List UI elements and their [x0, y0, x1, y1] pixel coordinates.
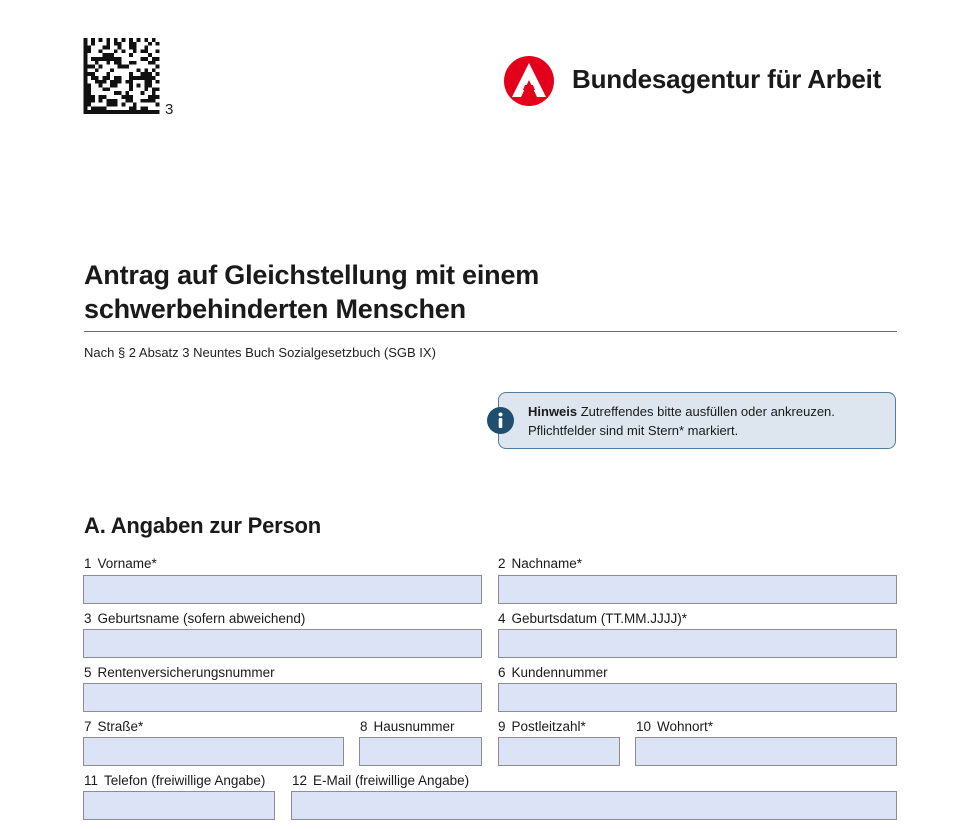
- field-label-hausnummer: 8 Hausnummer: [360, 719, 455, 734]
- ba-logo-icon: [504, 56, 554, 106]
- title-line-1: Antrag auf Gleichstellung mit einem: [84, 260, 540, 290]
- legal-basis-subtitle: Nach § 2 Absatz 3 Neuntes Buch Sozialgesetzbuch (SGB IX): [84, 345, 436, 360]
- postleitzahl-field[interactable]: [498, 737, 620, 766]
- rentenversicherungsnummer-field[interactable]: [83, 683, 482, 712]
- hint-label: Hinweis: [528, 404, 578, 419]
- field-label-strasse: 7 Straße*: [84, 719, 144, 734]
- org-name: Bundesagentur für Arbeit: [572, 64, 882, 94]
- geburtsdatum-field[interactable]: [498, 629, 897, 658]
- field-label-geburtsname: 3 Geburtsname (sofern abweichend): [84, 611, 306, 626]
- field-label-email: 12 E-Mail (freiwillige Angabe): [292, 773, 470, 788]
- title-line-2: schwerbehinderten Menschen: [84, 294, 466, 324]
- field-label-wohnort: 10 Wohnort*: [636, 719, 714, 734]
- page-title: [84, 258, 539, 326]
- field-label-rentenversicherungsnummer: 5 Rentenversicherungsnummer: [84, 665, 275, 680]
- hint-line-1: Zutreffendes bitte ausfüllen oder ankreuzen.: [577, 404, 835, 419]
- field-label-postleitzahl: 9 Postleitzahl*: [498, 719, 586, 734]
- geburtsname-field[interactable]: [83, 629, 482, 658]
- field-label-geburtsdatum: 4 Geburtsdatum (TT.MM.JJJJ)*: [498, 611, 688, 626]
- field-label-kundennummer: 6 Kundennummer: [498, 665, 608, 680]
- page-number: 3: [165, 101, 174, 118]
- telefon-field[interactable]: [83, 791, 275, 820]
- info-icon: [487, 407, 514, 434]
- nachname-field[interactable]: [498, 575, 897, 604]
- wohnort-field[interactable]: [635, 737, 897, 766]
- strasse-field[interactable]: [83, 737, 344, 766]
- datamatrix-code: [83, 38, 160, 114]
- hausnummer-field[interactable]: [359, 737, 482, 766]
- field-label-nachname: 2 Nachname*: [498, 556, 583, 571]
- section-heading: A. Angaben zur Person: [84, 513, 322, 538]
- kundennummer-field[interactable]: [498, 683, 897, 712]
- title-divider: [84, 331, 897, 332]
- hint-line-2: Pflichtfelder sind mit Stern* markiert.: [528, 423, 739, 438]
- vorname-field[interactable]: [83, 575, 482, 604]
- field-label-telefon: 11 Telefon (freiwillige Angabe): [84, 773, 266, 788]
- hint-text: [528, 402, 835, 440]
- field-label-vorname: 1 Vorname*: [84, 556, 157, 571]
- email-field[interactable]: [291, 791, 897, 820]
